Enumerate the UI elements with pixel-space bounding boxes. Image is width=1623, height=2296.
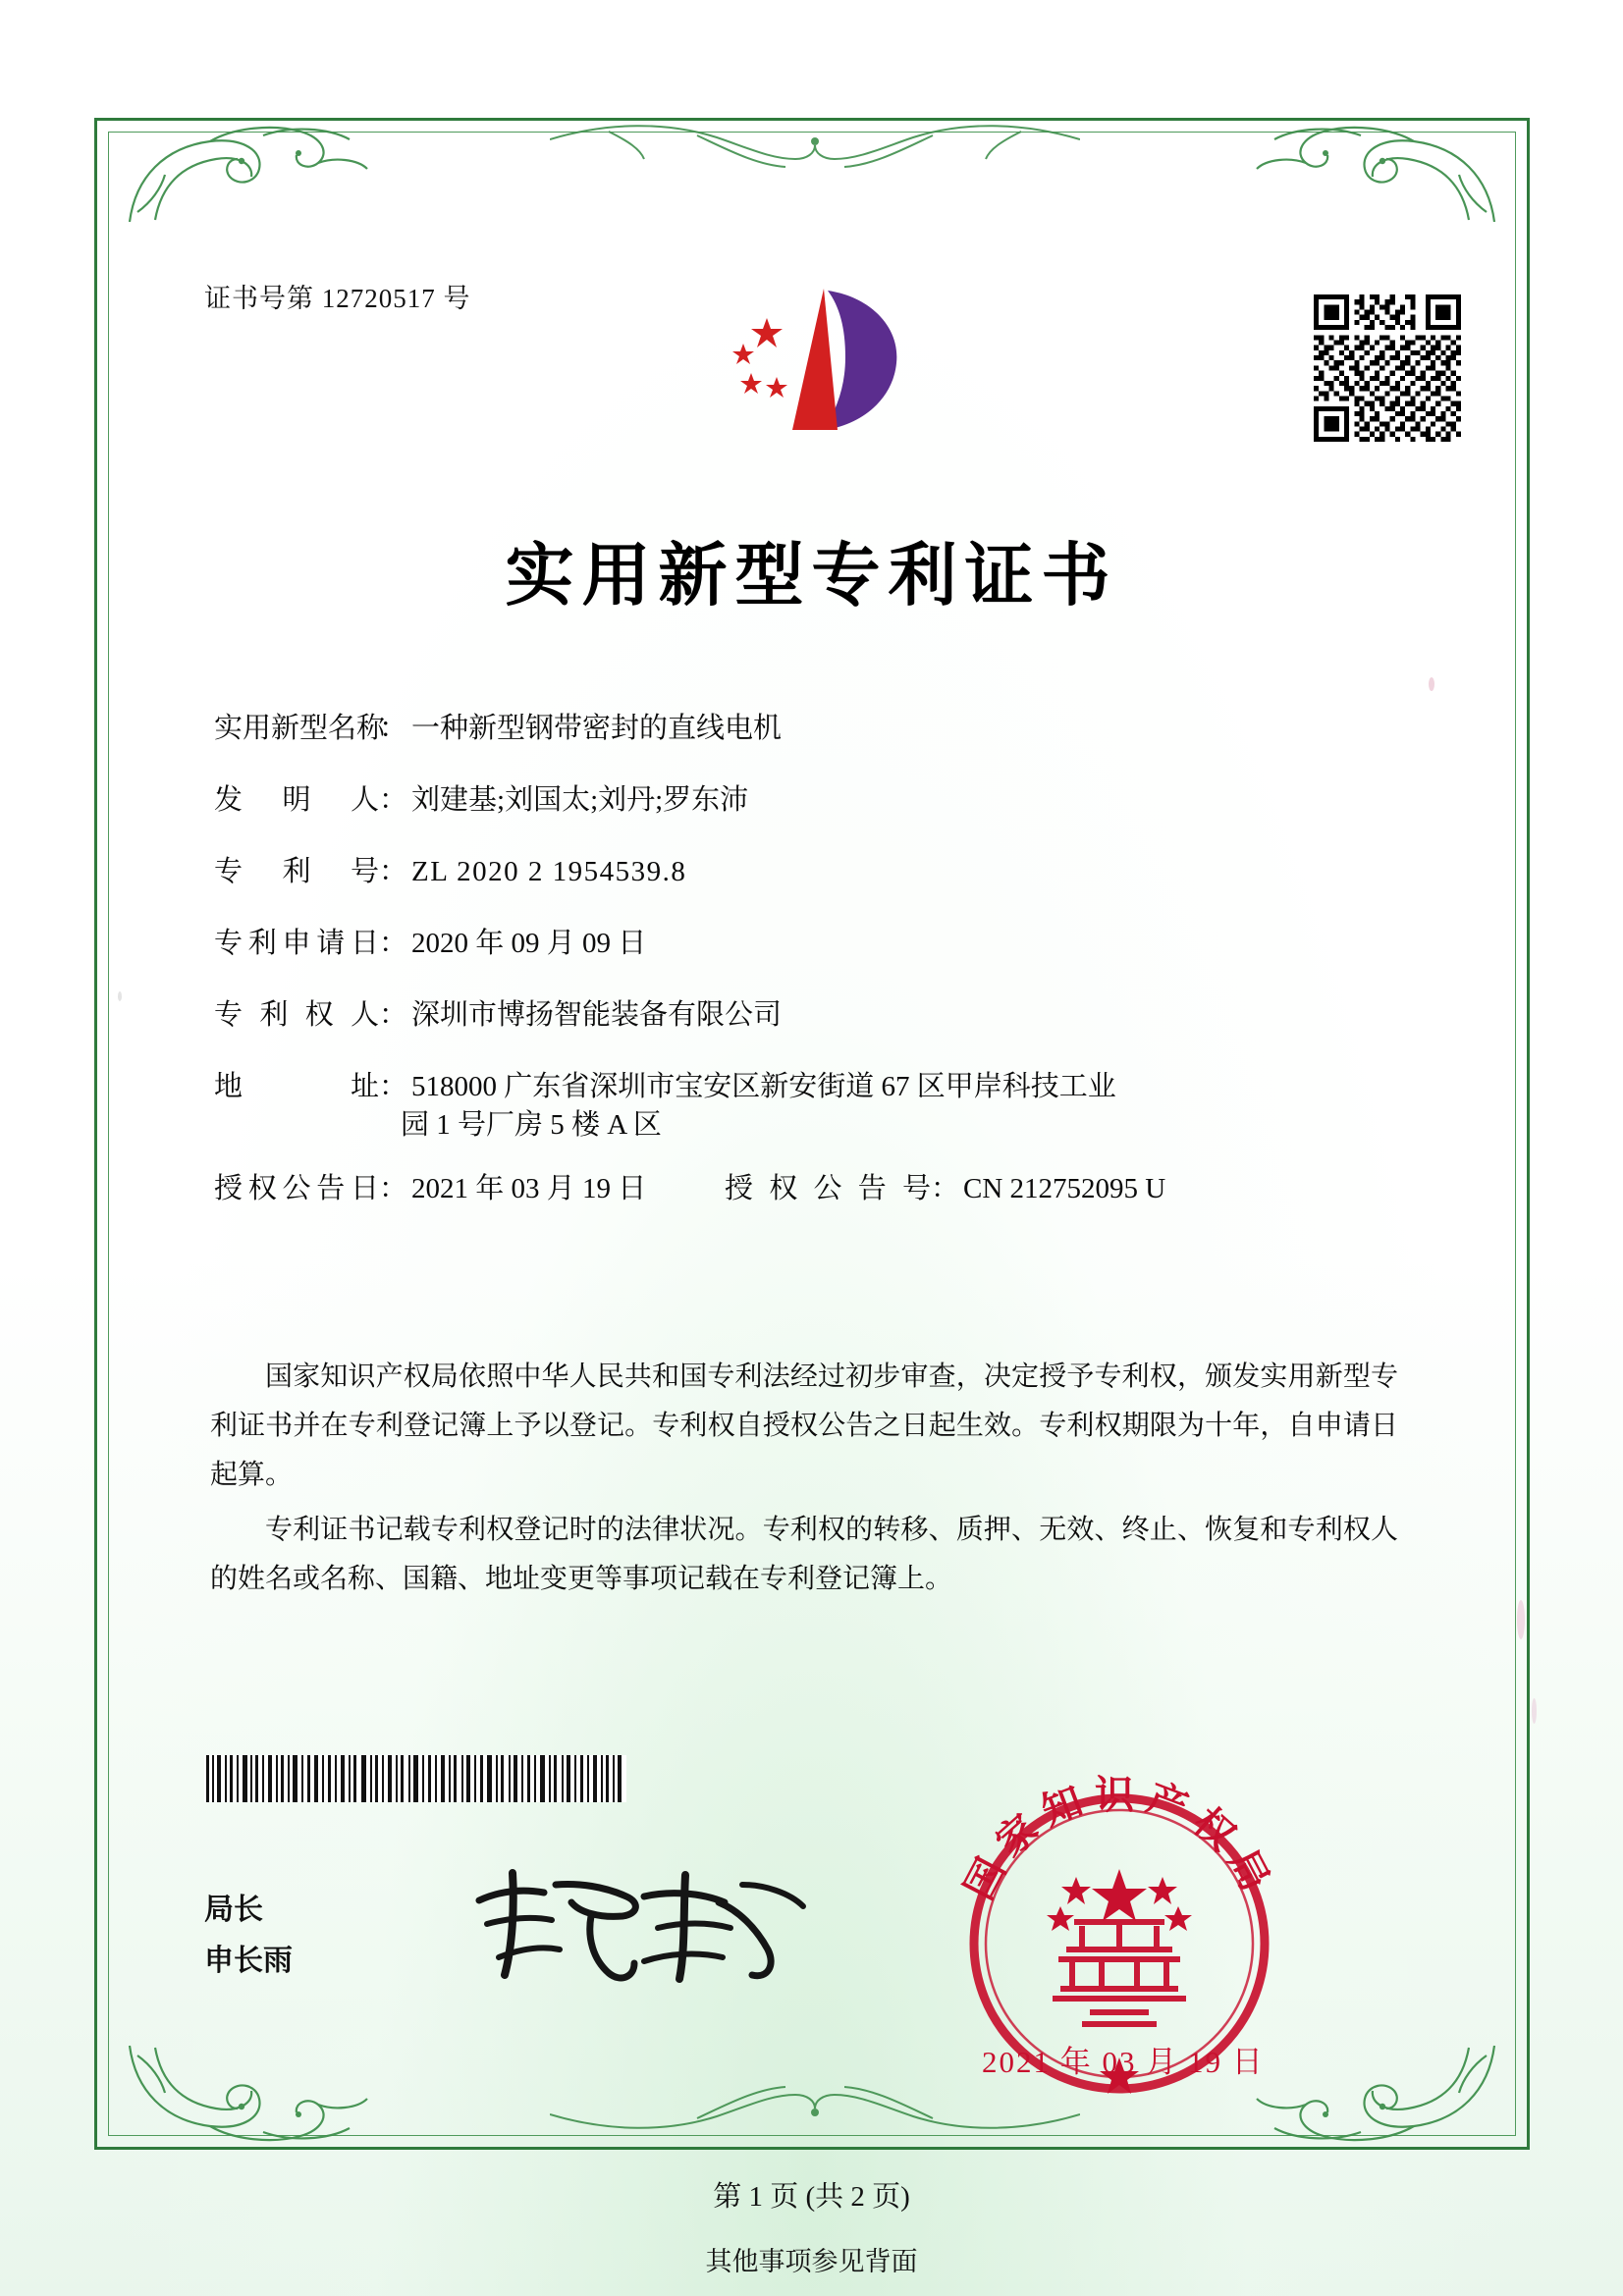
address-line-2: 园 1 号厂房 5 楼 A 区 (401, 1109, 662, 1141)
field-colon: ： (379, 713, 408, 744)
director-name-label: 申长雨 (204, 1945, 293, 1977)
seal-date: 2021 年 03 月 19 日 (982, 2045, 1265, 2079)
field-address (214, 1073, 1392, 1101)
field-label: 地 址 (214, 1071, 379, 1102)
field-value: 一种新型钢带密封的直线电机 (411, 713, 783, 744)
field-colon: ： (379, 784, 408, 816)
page-number: 第 1 页 (共 2 页) (713, 2181, 910, 2213)
field-label: 专 利 号 (214, 856, 379, 887)
grant-date-value: 2021 年 03 月 19 日 (411, 1173, 647, 1204)
field-colon: ： (379, 1173, 408, 1204)
field-label: 发 明 人 (214, 784, 379, 816)
field-value: 2020 年 09 月 09 日 (411, 928, 647, 959)
field-value: ZL 2020 2 1954539.8 (411, 856, 687, 887)
field-colon: ： (379, 1071, 408, 1102)
grant-row (214, 1175, 1392, 1203)
grant-number-label: 授权公告号 (725, 1173, 931, 1204)
director-title-label: 局长 (204, 1894, 263, 1926)
field-label: 专利申请日 (214, 928, 379, 959)
backside-note: 其他事项参见背面 (705, 2247, 918, 2276)
grant-date-label: 授权公告日 (214, 1173, 379, 1204)
field-application-date (214, 930, 1392, 958)
field-colon: ： (379, 856, 408, 887)
barcode-icon (204, 1755, 626, 1802)
handwritten-signature-icon (461, 1855, 815, 1993)
scan-artifact (1532, 1698, 1537, 1724)
page-title: 实用新型专利证书 (505, 534, 1118, 615)
field-colon: ： (931, 1173, 960, 1204)
field-value: 深圳市博扬智能装备有限公司 (411, 999, 783, 1031)
field-patentee (214, 1001, 1392, 1030)
field-patent-number (214, 858, 1392, 886)
signature-block (204, 1885, 293, 1987)
field-colon: ： (379, 999, 408, 1031)
field-inventors (214, 786, 1392, 815)
svg-text:国家知识产权局: 国家知识产权局 (955, 1772, 1283, 1907)
qr-code-icon (1314, 294, 1461, 442)
legal-paragraph-1: 国家知识产权局依照中华人民共和国专利法经过初步审查，决定授予专利权，颁发实用新型专利证书并在专利登记簿上予以登记。专利权自授权公告之日起生效。专利权期限为十年，自申请日起算。 (210, 1362, 1398, 1490)
field-list (214, 715, 1392, 1223)
field-value: 518000 广东省深圳市宝安区新安街道 67 区甲岸科技工业 (411, 1071, 1116, 1102)
field-colon: ： (379, 928, 408, 959)
cnipa-logo-icon (722, 283, 933, 445)
grant-number-value: CN 212752095 U (963, 1173, 1166, 1204)
field-value: 刘建基;刘国太;刘丹;罗东沛 (411, 784, 749, 816)
legal-paragraph-2: 专利证书记载专利权登记时的法律状况。专利权的转移、质押、无效、终止、恢复和专利权人的姓名或名称、国籍、地址变更等事项记载在专利登记簿上。 (210, 1515, 1398, 1594)
legal-text-block (210, 1353, 1398, 1610)
certificate-number: 证书号第 12720517 号 (204, 284, 471, 313)
field-utility-model-name (214, 715, 1392, 743)
field-label: 实用新型名称 (214, 713, 386, 744)
field-label: 专 利 权 人 (214, 999, 379, 1031)
